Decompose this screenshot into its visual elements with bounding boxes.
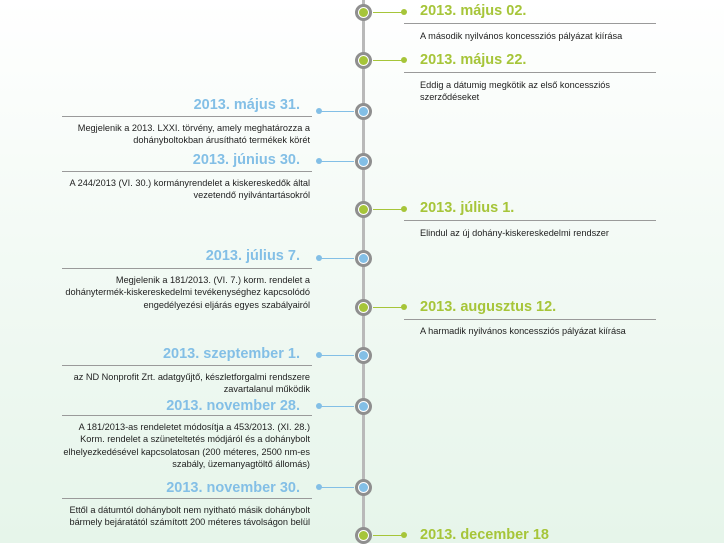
timeline-node-dot [359, 157, 368, 166]
event-underline [404, 23, 656, 24]
event-description: Megjelenik a 2013. LXXI. törvény, amely meghatározza a dohányboltokban árusítható termékek körét [77, 123, 310, 146]
event-date: 2013. július 1. [420, 200, 515, 216]
timeline-connector [373, 209, 403, 210]
timeline-connector-dot [401, 9, 407, 15]
timeline-node-dot [359, 531, 368, 540]
timeline-node [355, 398, 372, 415]
timeline-node [355, 527, 372, 544]
timeline-node-dot [359, 254, 368, 263]
timeline-node-dot [359, 8, 368, 17]
timeline-connector [320, 111, 354, 112]
event-description: A harmadik nyilvános koncessziós pályázat kiírása [420, 326, 626, 336]
event-underline [62, 116, 312, 117]
timeline-node [355, 4, 372, 21]
timeline-connector-dot [316, 108, 322, 114]
event-description: A második nyilvános koncessziós pályázat kiírása [420, 31, 623, 41]
timeline-connector [320, 161, 354, 162]
timeline-node [355, 201, 372, 218]
timeline-connector [373, 535, 403, 536]
event-date: 2013. június 30. [192, 152, 300, 168]
event-date: 2013. december 18 [420, 527, 549, 543]
timeline-node-dot [359, 402, 368, 411]
event-underline [404, 220, 656, 221]
event-date: 2013. május 31. [193, 97, 300, 113]
event-underline [62, 365, 312, 366]
event-date: 2013. július 7. [205, 248, 300, 264]
event-date: 2013. november 30. [166, 480, 300, 496]
event-underline [62, 268, 312, 269]
timeline-node-dot [359, 351, 368, 360]
timeline-connector [373, 307, 403, 308]
timeline-connector-dot [401, 304, 407, 310]
timeline-connector-dot [316, 255, 322, 261]
event-description: Ettől a dátumtól dohánybolt nem nyitható másik dohánybolt bármely bejáratától számított 200 méteres távolságon belül [69, 505, 310, 528]
timeline-node [355, 347, 372, 364]
timeline-connector-dot [401, 206, 407, 212]
timeline-connector [320, 355, 354, 356]
event-underline [62, 498, 312, 499]
event-description: A 244/2013 (VI. 30.) kormányrendelet a kiskereskedők által vezetendő nyilvántartásokról [69, 178, 310, 201]
timeline-node [355, 153, 372, 170]
event-underline [404, 319, 656, 320]
event-description: A 181/2013-as rendeletet módosítja a 453/2013. (XI. 28.) Korm. rendelet a szüneteltetés módjáról és a dohánybolt elhelyezkedésével kapcsolatosan (200 méteres, 2500 nm-es szabály, üzemanyagtöltő állomás) [63, 422, 310, 469]
event-date: 2013. május 22. [420, 52, 527, 68]
event-underline [62, 171, 312, 172]
event-description: Elindul az új dohány-kiskereskedelmi rendszer [420, 228, 609, 238]
timeline-connector [320, 487, 354, 488]
timeline-node [355, 250, 372, 267]
timeline-node [355, 52, 372, 69]
event-underline [404, 72, 656, 73]
timeline-node-dot [359, 107, 368, 116]
timeline-connector-dot [401, 532, 407, 538]
timeline-node-dot [359, 303, 368, 312]
timeline-connector [320, 258, 354, 259]
event-description: az ND Nonprofit Zrt. adatgyűjtő, készletforgalmi rendszere zavartalanul működik [73, 372, 310, 395]
timeline-connector-dot [401, 57, 407, 63]
event-underline [62, 415, 312, 416]
timeline-connector-dot [316, 403, 322, 409]
event-description: Megjelenik a 181/2013. (VI. 7.) korm. rendelet a dohánytermék-kiskereskedelmi tevékenységhez kapcsolódó engedélyezési eljárás egyes szabályairól [65, 275, 310, 310]
event-date: 2013. május 02. [420, 3, 527, 19]
timeline-connector [320, 406, 354, 407]
timeline-connector-dot [316, 484, 322, 490]
timeline-node-dot [359, 483, 368, 492]
timeline-node [355, 299, 372, 316]
event-date: 2013. augusztus 12. [420, 299, 557, 315]
timeline-connector [373, 12, 403, 13]
timeline-connector [373, 60, 403, 61]
timeline-connector-dot [316, 352, 322, 358]
event-date: 2013. november 28. [166, 398, 300, 414]
timeline-node-dot [359, 56, 368, 65]
timeline-node [355, 103, 372, 120]
timeline-connector-dot [316, 158, 322, 164]
event-date: 2013. szeptember 1. [162, 346, 300, 362]
event-description: Eddig a dátumig megkötik az első koncessziós szerződéseket [420, 80, 610, 103]
timeline-node [355, 479, 372, 496]
timeline-axis [362, 0, 365, 543]
timeline-node-dot [359, 205, 368, 214]
